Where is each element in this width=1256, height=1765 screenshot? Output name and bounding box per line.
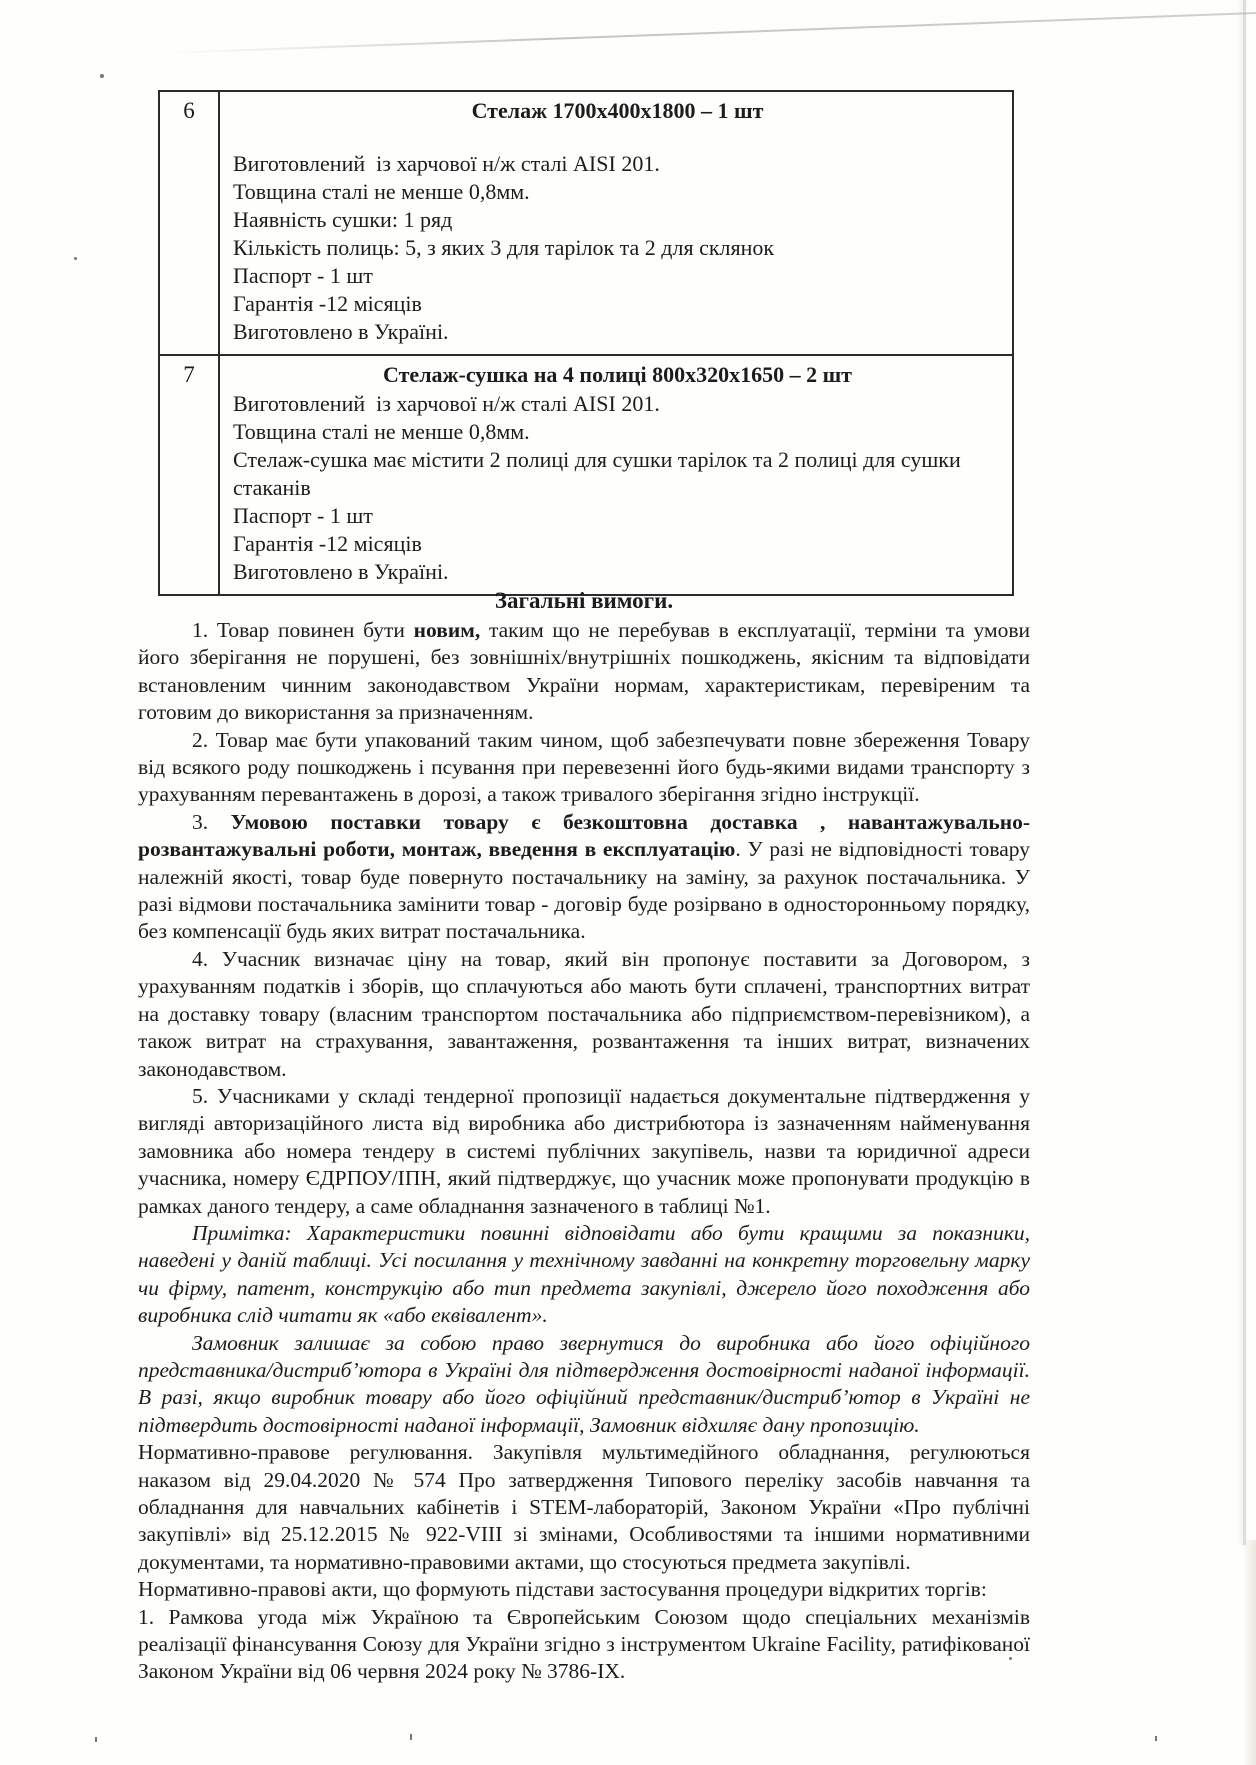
text-run: 1. Рамкова угода між Україною та Європейським Союзом щодо спеціальних механізмів реалізації фінансування Союзу для України згідно з інструментом Ukraine Facility, ратифікованої Законом України від 06 червня 2024 року № 3786-IX. bbox=[138, 1604, 1030, 1684]
scan-artifact-line bbox=[165, 12, 1256, 54]
text-run: 1. Товар повинен бути bbox=[192, 618, 414, 642]
requirement-paragraph bbox=[138, 809, 1030, 946]
requirement-paragraph bbox=[138, 946, 1030, 1083]
requirement-paragraph bbox=[138, 1083, 1030, 1220]
scan-speck bbox=[95, 1737, 97, 1742]
spec-line: Товщина сталі не менше 0,8мм. bbox=[233, 419, 530, 444]
section-title: Загальні вимоги. bbox=[494, 588, 674, 613]
spec-line: Кількість полиць: 5, з яких 3 для тарілок та 2 для склянок bbox=[233, 235, 775, 260]
text-run: 5. Учасниками у складі тендерної пропозиції надається документальне підтвердження у вигляді авторизаційного листа від виробника або дистрибютора із зазначенням найменування замовника або номера тендеру в системі публічних закупівель, назви та юридичної адреси учасника, номеру ЄДРПОУ/ІПН, який підтверджує, що учасник може пропонувати продукцію в рамках даного тендеру, а саме обладнання зазначеного в таблиці №1. bbox=[138, 1083, 1030, 1218]
requirement-paragraph bbox=[138, 1439, 1030, 1576]
table-row bbox=[159, 355, 1013, 595]
spec-line: Виготовлено в Україні. bbox=[233, 319, 449, 344]
text-run: таким що не перебував в експлуатації, терміни та умови його зберігання не порушені, без зовнішніх/внутрішніх пошкоджень, якісним та відповідати встановленим чинним законодавством України нормам, характеристикам, перевіреним та готовим до використання за призначенням. bbox=[138, 618, 1030, 725]
item-title: Стелаж-сушка на 4 полиці 800х320х1650 – 2 шт bbox=[383, 362, 852, 387]
text-run: новим, bbox=[413, 618, 481, 642]
scan-speck bbox=[1155, 1736, 1157, 1741]
scan-corner-shade bbox=[1242, 1540, 1256, 1765]
scan-edge-shadow bbox=[1243, 0, 1246, 1545]
spec-line: Наявність сушки: 1 ряд bbox=[233, 207, 453, 232]
text-run: Замовник залишає за собою право звернутися до виробника або його офіційного представника/дистриб’ютора в Україні для підтвердження достовірності наданої інформації. В разі, якщо виробник товару або його офіційний представник/дистриб’ютор в Україні не підтвердить достовірності наданої інформації, Замовник відхиляє дану пропозицію. bbox=[138, 1330, 1030, 1437]
scan-speck bbox=[74, 257, 77, 260]
text-run: Умовою поставки товару є безкоштовна доставка , навантажувально-розвантажувальні роботи, монтаж, введення в експлуатацію bbox=[138, 809, 1030, 862]
spec-line: Гарантія -12 місяців bbox=[233, 291, 422, 316]
requirement-paragraph bbox=[138, 727, 1030, 809]
text-run: Примітка: Характеристики повинні відповідати або бути кращими за показники, наведені у даній таблиці. Усі посилання у технічному завданні на конкретну торговельну марку чи фірму, патент, конструкцію або тип предмета закупівлі, джерело його походження або виробника слід читати як «або еквівалент». bbox=[138, 1220, 1030, 1328]
spec-line: Гарантія -12 місяців bbox=[233, 531, 422, 556]
scan-speck bbox=[100, 74, 104, 78]
text-run: . У разі не відповідності товару належній якості, товар буде повернуто постачальнику на заміну, за рахунок постачальника. У разі відмови постачальника замінити товар - договір буде розірвано в односторонньому порядку, без компенсації будь яких витрат постачальника. bbox=[138, 837, 1031, 944]
spec-line: Товщина сталі не менше 0,8мм. bbox=[233, 179, 530, 204]
text-run: Нормативно-правові акти, що формують підстави застосування процедури відкритих торгів: bbox=[138, 1577, 987, 1602]
spec-line: Паспорт - 1 шт bbox=[233, 503, 373, 528]
text-run: 2. Товар має бути упакований таким чином, щоб забезпечувати повне збереження Товару від всякого роду пошкоджень і псування при перевезенні його будь-якими видами транспорту з урахуванням перевантажень в дорозі, а також тривалого зберігання згідно інструкції. bbox=[138, 727, 1030, 807]
text-run: Нормативно-правове регулювання. Закупівля мультимедійного обладнання, регулюються наказом від 29.04.2020 № 574 Про затвердження Типового переліку засобів навчання та обладнання для навчальних кабінетів і STEM-лабораторій, Законом України «Про публічні закупівлі» від 25.12.2015 № 922-VIII зі змінами, Особливостями та іншими нормативними документами, та нормативно-правовими актами, що стосуються предмета закупівлі. bbox=[138, 1440, 1030, 1574]
spec-line: Виготовлений із харчової н/ж сталі AISI 201. bbox=[233, 151, 660, 176]
equipment-spec-table bbox=[158, 90, 1014, 596]
table-row bbox=[159, 91, 1013, 355]
scan-speck bbox=[410, 1734, 412, 1740]
requirement-paragraph bbox=[138, 617, 1030, 727]
row-number: 6 bbox=[159, 91, 219, 355]
requirement-paragraph bbox=[138, 1220, 1030, 1330]
spec-line: Стелаж-сушка має містити 2 полиці для сушки тарілок та 2 полиці для сушки стаканів bbox=[233, 447, 967, 500]
row-content bbox=[219, 91, 1013, 355]
text-run: 3. bbox=[192, 809, 231, 834]
requirement-paragraph bbox=[138, 1604, 1030, 1686]
spec-line: Виготовлений із харчової н/ж сталі AISI 201. bbox=[233, 391, 660, 416]
row-number: 7 bbox=[159, 355, 219, 595]
general-requirements-section bbox=[138, 586, 1030, 1686]
spec-line: Паспорт - 1 шт bbox=[233, 263, 373, 288]
spec-line: Виготовлено в Україні. bbox=[233, 559, 449, 584]
title-gap bbox=[233, 126, 1002, 150]
text-run: 4. Учасник визначає ціну на товар, який він пропонує поставити за Договором, з урахуванням податків і зборів, що сплачуються або мають бути сплачені, транспортних витрат на доставку товару (власним транспортом постачальника або підприємством-перевізником), а також витрат на страхування, завантаження, розвантаження та інших витрат, визначених законодавством. bbox=[138, 946, 1030, 1081]
requirement-paragraph bbox=[138, 1576, 1030, 1603]
row-content bbox=[219, 355, 1013, 595]
requirements-paragraphs bbox=[138, 617, 1030, 1686]
requirement-paragraph bbox=[138, 1330, 1030, 1440]
item-title: Стелаж 1700х400х1800 – 1 шт bbox=[471, 98, 764, 123]
